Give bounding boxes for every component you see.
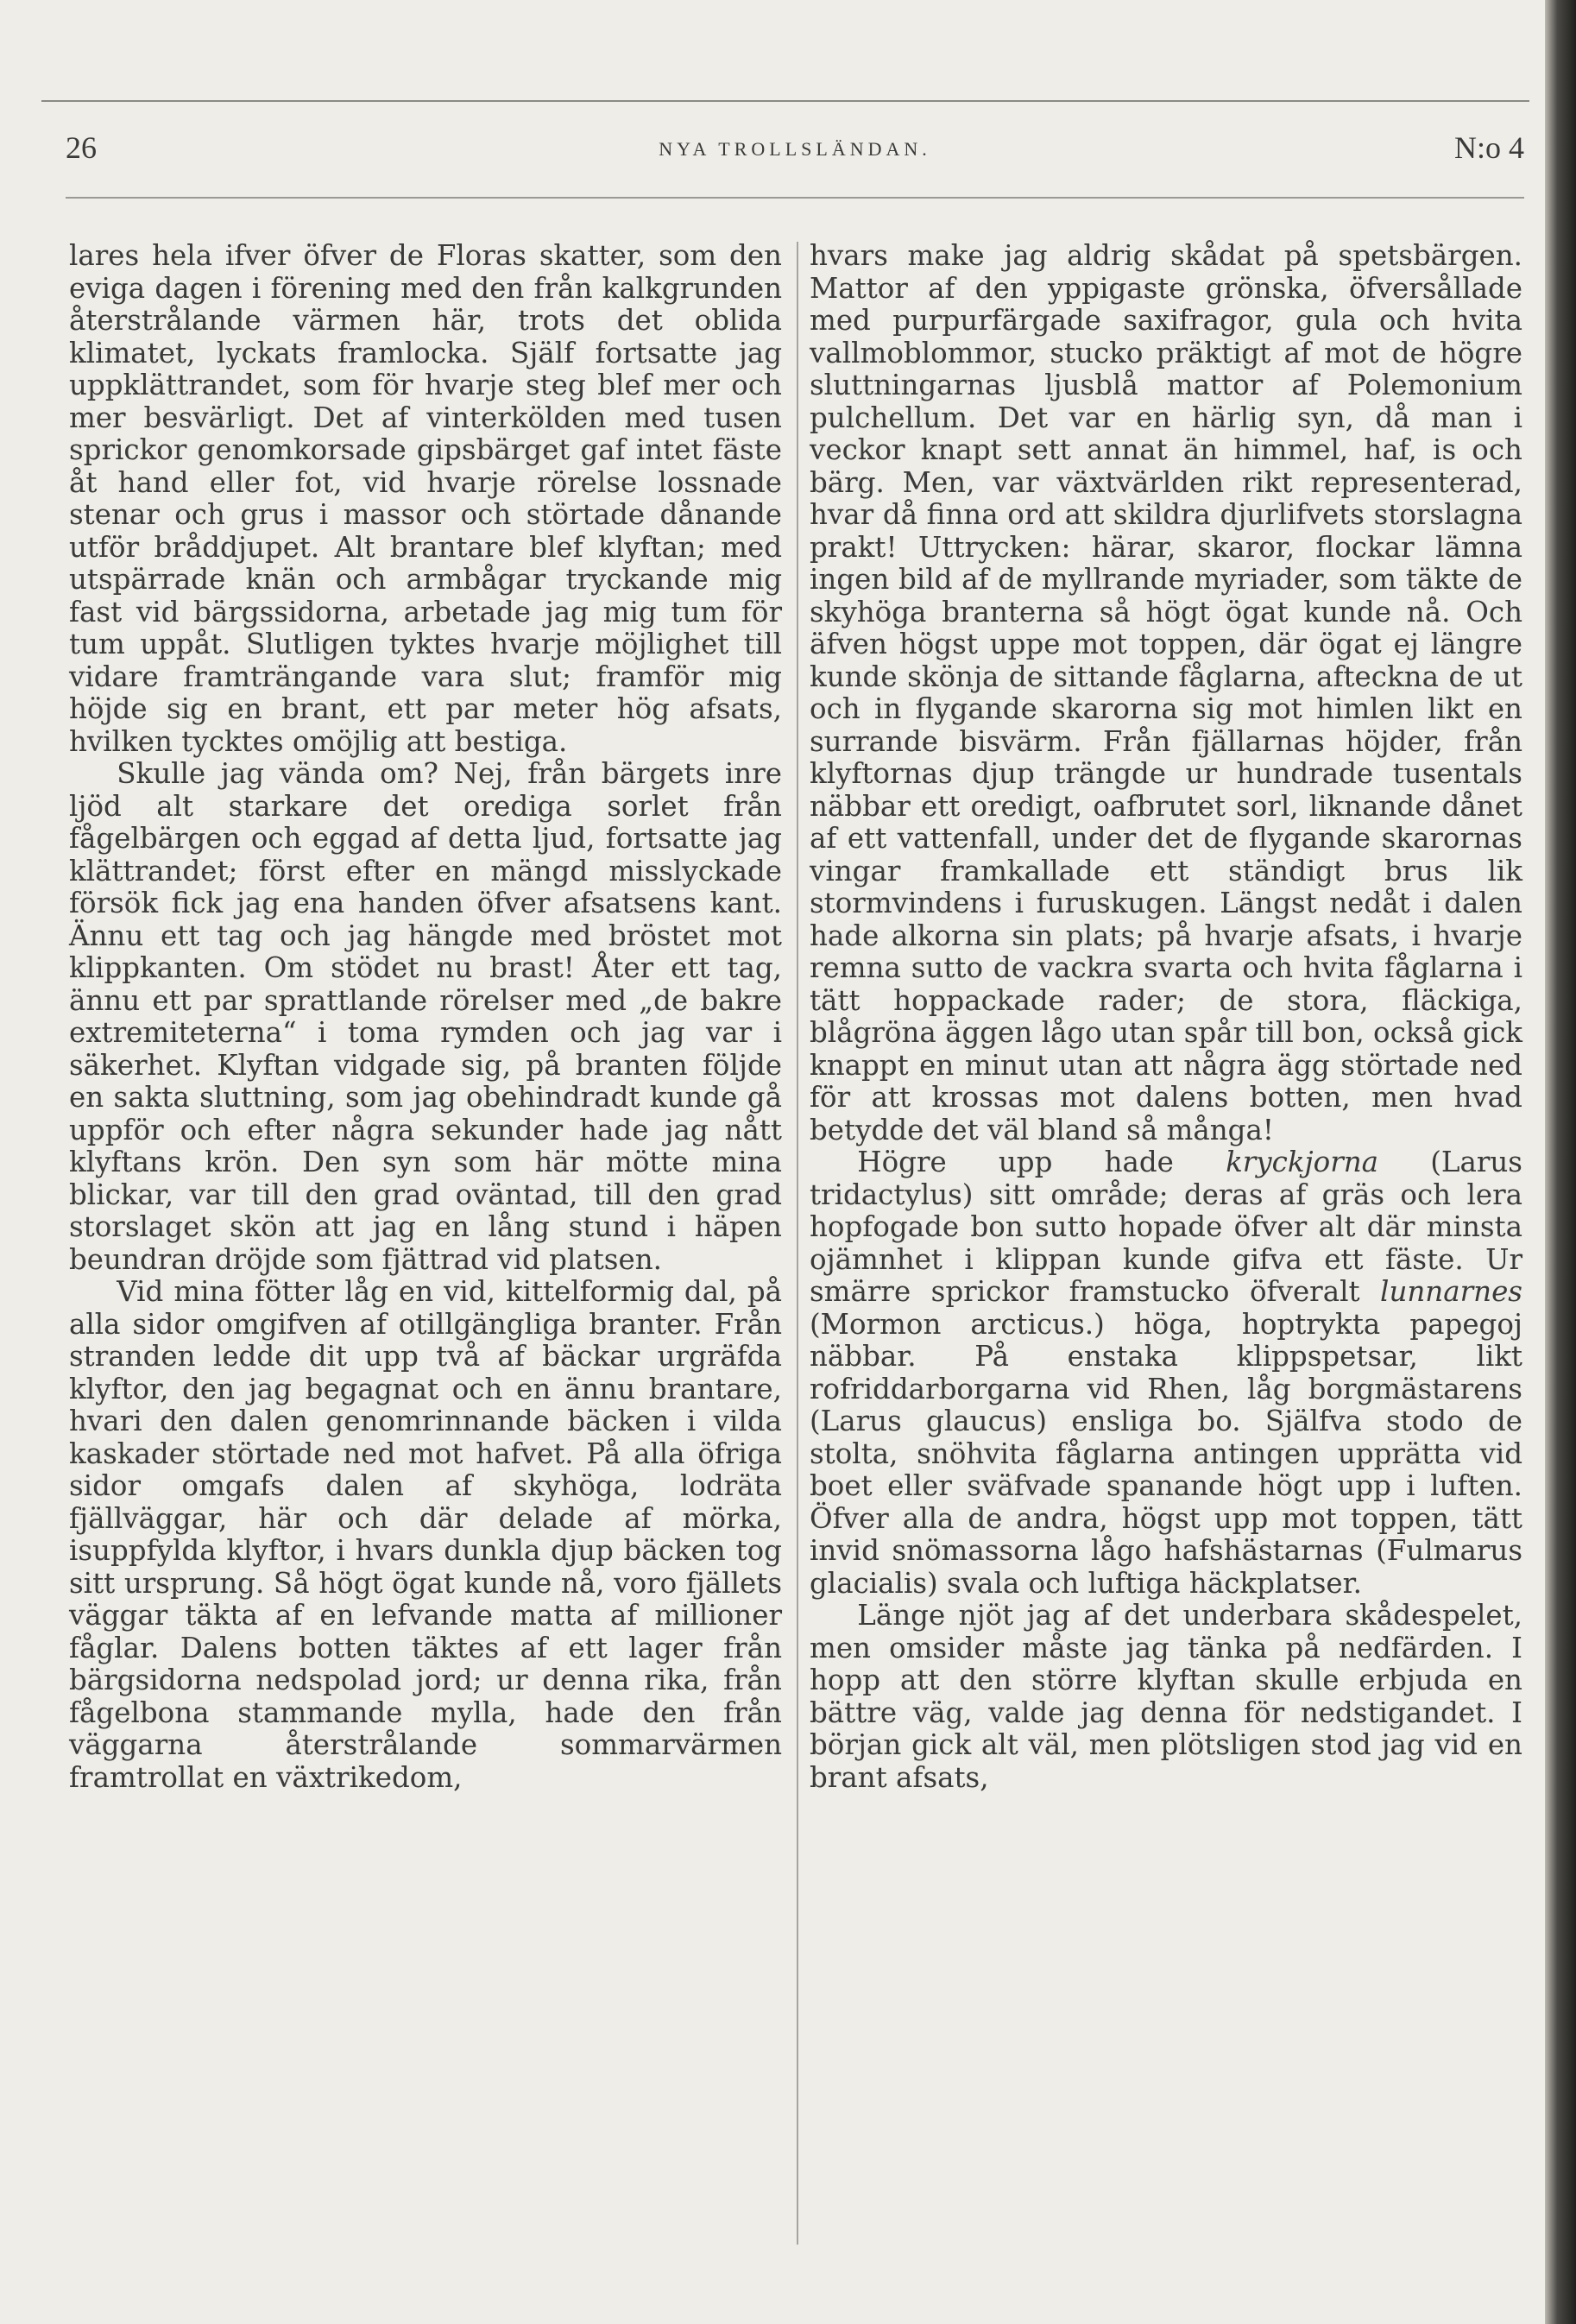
paragraph xyxy=(810,1146,1522,1600)
text-run: (Mormon arcticus.) höga, hoptrykta papegoj näbbar. På enstaka klippspetsar, likt rofriddarborgarna vid Rhen, låg borgmästarens (Larus glaucus) ensliga bo. Själfva stodo de stolta, snöhvita fåglarna antingen upprätta vid boet eller sväfvade spanande högt upp i luften. Öfver alla de andra, högst upp mot toppen, tätt invid snömassorna lågo hafshästarnas (Fulmarus glacialis) svala och luftiga häckplatser. xyxy=(810,1307,1522,1600)
paragraph: Skulle jag vända om? Nej, från bärgets inre ljöd alt starkare det orediga sorlet från fågelbärgen och eggad af detta ljud, fortsatte jag klättrandet; först efter en mängd misslyckade försök fick jag ena handen öfver afsatsens kant. Ännu ett tag och jag hängde med bröstet mot klippkanten. Om stödet nu brast! Åter ett tag, ännu ett par sprattlande rörelser med „de bakre extremiteterna“ i toma rymden och jag var i säkerhet. Klyftan vidgade sig, på branten följde en sakta sluttning, som jag obehindradt kunde gå uppför och efter några sekunder hade jag nått klyftans krön. Den syn som här mötte mina blickar, var till den grad oväntad, till den grad storslaget skön att jag en lång stund i häpen beundran dröjde som fjättrad vid platsen. xyxy=(69,757,782,1276)
header-rule xyxy=(66,197,1524,199)
paragraph: lares hela ifver öfver de Floras skatter, som den eviga dagen i förening med den från kalkgrunden återstrålande värmen här, trots det oblida klimatet, lyckats framlocka. Själf fortsatte jag uppklättrandet, som för hvarje steg blef mer och mer besvärligt. Det af vinterkölden med tusen sprickor genomkorsade gipsbärget gaf intet fäste åt hand eller fot, vid hvarje rörelse lossnade stenar och grus i massor och störtade dånande utför bråddjupet. Alt brantare blef klyftan; med utspärrade knän och armbågar tryckande mig fast vid bärgssidorna, arbetade jag mig tum för tum uppåt. Slutligen tyktes hvarje möjlighet till vidare framträngande vara slut; framför mig höjde sig en brant, ett par meter hög afsats, hvilken tycktes omöjlig att bestiga. xyxy=(69,239,782,758)
book-binding-edge xyxy=(1545,0,1576,2324)
page-number: 26 xyxy=(66,130,97,165)
species-name-italic: kryckjorna xyxy=(1226,1146,1379,1178)
text-run: Högre upp hade xyxy=(857,1146,1226,1178)
species-name-italic: lunnarnes xyxy=(1380,1275,1522,1308)
column-divider xyxy=(797,242,798,2245)
running-title: NYA TROLLSLÄNDAN. xyxy=(659,138,931,160)
issue-number: N:o 4 xyxy=(1454,130,1524,165)
page-header xyxy=(66,129,1524,171)
left-column xyxy=(69,240,782,1794)
paragraph: Länge njöt jag af det underbara skådespelet, men omsider måste jag tänka på nedfärden. I hopp att den större klyftan skulle erbjuda en bättre väg, valde jag denna för nedstigandet. I början gick alt väl, men plötsligen stod jag vid en brant afsats, xyxy=(810,1599,1522,1794)
paragraph: Vid mina fötter låg en vid, kittelformig dal, på alla sidor omgifven af otillgängliga branter. Från stranden ledde dit upp två af bäckar urgräfda klyftor, den jag begagnat och en ännu brantare, hvari den dalen genomrinnande bäcken i vilda kaskader störtade ned mot hafvet. På alla öfriga sidor omgafs dalen af skyhöga, lodräta fjällväggar, här och där delade af mörka, isuppfylda klyftor, i hvars dunkla djup bäcken tog sitt ursprung. Så högt ögat kunde nå, voro fjällets väggar täkta af en lefvande matta af millioner fåglar. Dalens botten täktes af ett lager från bärgsidorna nedspolad jord; ur denna rika, från fågelbona stammande mylla, hade den från väggarna återstrålande sommarvärmen framtrollat en växtrikedom, xyxy=(69,1275,782,1794)
right-column xyxy=(810,240,1522,1794)
paragraph: hvars make jag aldrig skådat på spetsbärgen. Mattor af den yppigaste grönska, öfversållade med purpurfärgade saxifragor, gula och hvita vallmoblommor, stucko präktigt af mot de högre sluttningarnas ljusblå mattor af Polemonium pulchellum. Det var en härlig syn, då man i veckor knapt sett annat än himmel, haf, is och bärg. Men, var växtvärlden rikt representerad, hvar då finna ord att skildra djurlifvets storslagna prakt! Uttrycken: härar, skaror, flockar lämna ingen bild af de myllrande myriader, som täkte de skyhöga branterna så högt ögat kunde nå. Och äfven högst uppe mot toppen, där ögat ej längre kunde skönja de sittande fåglarna, afteckna de ut och in flygande skarorna sig mot himlen likt en surrande bisvärm. Från fjällarnas höjder, från klyftornas djup trängde ur hundrade tusentals näbbar ett oredigt, oafbrutet sorl, liknande dånet af ett vattenfall, under det de flygande skarornas vingar framkallade ett ständigt brus lik stormvindens i furuskugen. Längst nedåt i dalen hade alkorna sin plats; på hvarje afsats, i hvarje remna sutto de vackra svarta och hvita fåglarna i tätt hoppackade rader; de stora, fläckiga, blågröna äggen lågo utan spår till bon, också gick knappt en minut utan att några ägg störtade ned för att krossas mot dalens botten, men hvad betydde det väl bland så många! xyxy=(810,239,1522,1146)
text-run: (Larus tridactylus) sitt område; deras af gräs och lera hopfogade bon sutto hopade öfver alt där minsta ojämnhet i klippan kunde gifva ett fäste. Ur smärre sprickor framstucko öfveralt xyxy=(810,1146,1522,1308)
top-rule xyxy=(41,100,1529,102)
